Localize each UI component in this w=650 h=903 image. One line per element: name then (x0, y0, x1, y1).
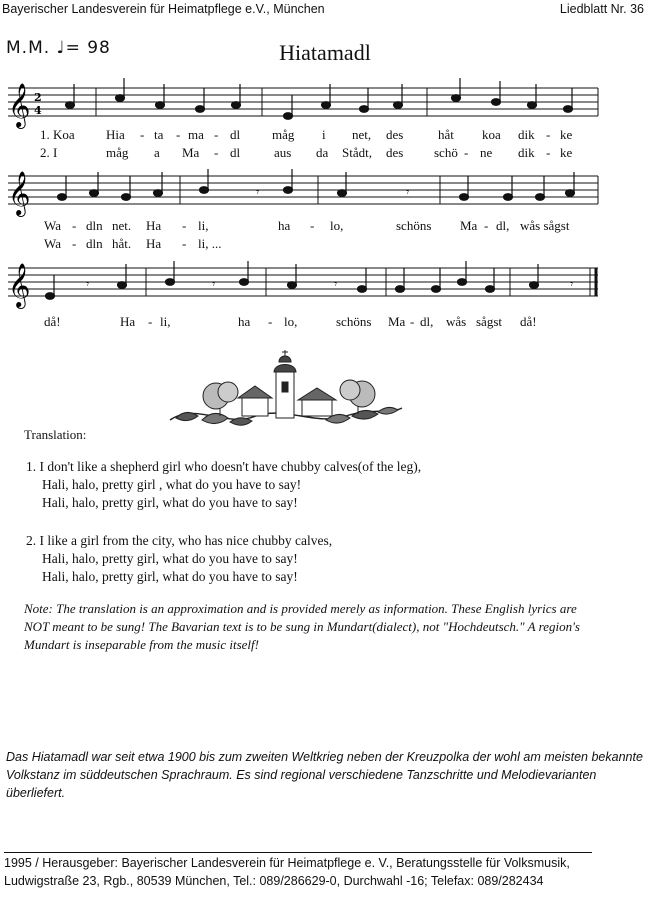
eighth-rest-icon: 𝄾 (334, 277, 338, 291)
lyrics-row-1-verse-2 (0, 145, 650, 163)
syllable: Ha (146, 218, 162, 233)
syllable: Hia (106, 127, 125, 142)
syllable: håt. (112, 236, 132, 251)
syllable: Ma (182, 145, 200, 160)
syllable: dln (86, 218, 103, 233)
hyphen: - (182, 218, 187, 233)
syllable: da (316, 145, 329, 160)
hyphen: - (72, 236, 77, 251)
syllable: net, (352, 127, 372, 142)
lyrics-row-2-verse-1 (0, 218, 650, 236)
note-group-1 (66, 78, 573, 119)
syllable: då! (520, 314, 537, 329)
syllable: då! (44, 314, 61, 329)
eighth-rest-icon: 𝄾 (406, 185, 410, 199)
footer-line-1: 1995 / Herausgeber: Bayerischer Landesverein für Heimatpflege e. V., Beratungsstelle für Volksmusik, (4, 856, 570, 870)
publisher-footer (4, 854, 570, 890)
syllable: dik (518, 127, 535, 142)
footer-line-2: Ludwigstraße 23, Rgb., 80539 München, Tel.: 089/286629-0, Durchwahl -16; Telefax: 089/282434 (4, 874, 544, 888)
hyphen: - (176, 127, 181, 142)
hyphen: - (214, 145, 219, 160)
syllable: schöns (336, 314, 372, 329)
syllable: des (386, 145, 404, 160)
syllable: wås sågst (520, 218, 570, 233)
lyrics-row-1-verse-1 (0, 127, 650, 145)
syllable: Wa (44, 236, 61, 251)
syllable: sågst (476, 314, 502, 329)
hyphen: - (182, 236, 187, 251)
syllable: des (386, 127, 404, 142)
syllable: dl (230, 127, 241, 142)
hyphen: - (214, 127, 219, 142)
translation-line: Hali, halo, pretty girl , what do you have to say! (42, 477, 302, 492)
music-staff-3 (0, 258, 650, 318)
hyphen: - (140, 127, 145, 142)
syllable: Ma (388, 314, 406, 329)
hyphen: - (464, 145, 469, 160)
dance-history-paragraph: Das Hiatamadl war seit etwa 1900 bis zum zweiten Weltkrieg neben der Kreuzpolka der wohl am meisten bekannte Volkstanz im süddeutschen Sprachraum. Es sind regional verschiedene Tanzschritte und Melodievarianten überliefert. (6, 750, 643, 800)
hyphen: - (72, 218, 77, 233)
syllable: dl, (496, 218, 510, 233)
syllable: lo, (284, 314, 298, 329)
syllable: 2. I (40, 145, 58, 160)
syllable: lo, (330, 218, 344, 233)
syllable: ne (480, 145, 493, 160)
treble-clef-icon: 𝄞 (8, 83, 31, 127)
syllable: dl (230, 145, 241, 160)
syllable: Wa (44, 218, 61, 233)
eighth-rest-icon: 𝄾 (212, 277, 216, 291)
syllable: li, (198, 218, 209, 233)
lyrics-row-3-verse-1 (0, 314, 650, 332)
syllable: ke (560, 145, 573, 160)
music-staff-2 (0, 166, 650, 226)
syllable: måg (106, 145, 129, 160)
syllable: dl, (420, 314, 434, 329)
syllable: 1. Koa (40, 127, 75, 142)
translation-note: Note: The translation is an approximation and is provided merely as information. These English lyrics are NOT meant to be sung! The Bavarian text is to be sung in Mundart(dialect), not "Hochdeutsch." A region's Mundart is inseparable from the music itself! (24, 601, 580, 652)
hyphen: - (410, 314, 415, 329)
syllable: håt (438, 127, 454, 142)
treble-clef-icon: 𝄞 (8, 263, 31, 307)
translation-line: 1. I don't like a shepherd girl who doesn't have chubby calves(of the leg), (26, 459, 422, 474)
syllable: Ha (146, 236, 162, 251)
syllable: ha (278, 218, 291, 233)
eighth-rest-icon: 𝄾 (86, 277, 90, 291)
eighth-rest-icon: 𝄾 (570, 277, 574, 291)
syllable: schöns (396, 218, 432, 233)
syllable: måg (272, 127, 295, 142)
svg-text:4: 4 (34, 104, 42, 117)
syllable: wås (446, 314, 467, 329)
translation-verse-1 (26, 458, 421, 512)
village-church-illustration (166, 350, 406, 434)
syllable: aus (274, 145, 292, 160)
lyrics-row-2-verse-2 (0, 236, 650, 254)
footer-divider (4, 852, 592, 853)
hyphen: - (546, 127, 551, 142)
syllable: dik (518, 145, 535, 160)
syllable: schö (434, 145, 458, 160)
sheet-number: Liedblatt Nr. 36 (559, 2, 644, 16)
translation-line: Hali, halo, pretty girl, what do you have to say! (42, 495, 298, 510)
translation-line: Hali, halo, pretty girl, what do you have to say! (42, 551, 298, 566)
syllable: a (154, 145, 160, 160)
translation-label: Translation: (24, 427, 87, 442)
publisher-header: Bayerischer Landesverein für Heimatpflege e.V., München (2, 2, 325, 16)
time-signature: 2 (34, 91, 42, 104)
song-title: Hiatamadl (279, 40, 371, 65)
syllable: ta (154, 127, 164, 142)
hyphen: - (268, 314, 273, 329)
syllable: net. (112, 218, 132, 233)
hyphen: - (310, 218, 315, 233)
syllable: Ma (460, 218, 478, 233)
syllable: ma (188, 127, 204, 142)
translation-line: 2. I like a girl from the city, who has nice chubby calves, (26, 533, 333, 548)
hyphen: - (148, 314, 153, 329)
treble-clef-icon: 𝄞 (8, 171, 31, 215)
eighth-rest-icon: 𝄾 (256, 185, 260, 199)
syllable: i (322, 127, 326, 142)
syllable: ke (560, 127, 573, 142)
syllable: Stådt, (342, 145, 372, 160)
tempo-marking: M.M. ♩= 98 (6, 38, 111, 58)
translation-line: Hali, halo, pretty girl, what do you have to say! (42, 569, 298, 584)
syllable: koa (482, 127, 501, 142)
hyphen: - (546, 145, 551, 160)
syllable: dln (86, 236, 103, 251)
syllable: Ha (120, 314, 136, 329)
hyphen: - (484, 218, 489, 233)
translation-verse-2 (26, 532, 332, 586)
syllable: ha (238, 314, 251, 329)
syllable: li, (160, 314, 171, 329)
syllable: li, ... (198, 236, 222, 251)
